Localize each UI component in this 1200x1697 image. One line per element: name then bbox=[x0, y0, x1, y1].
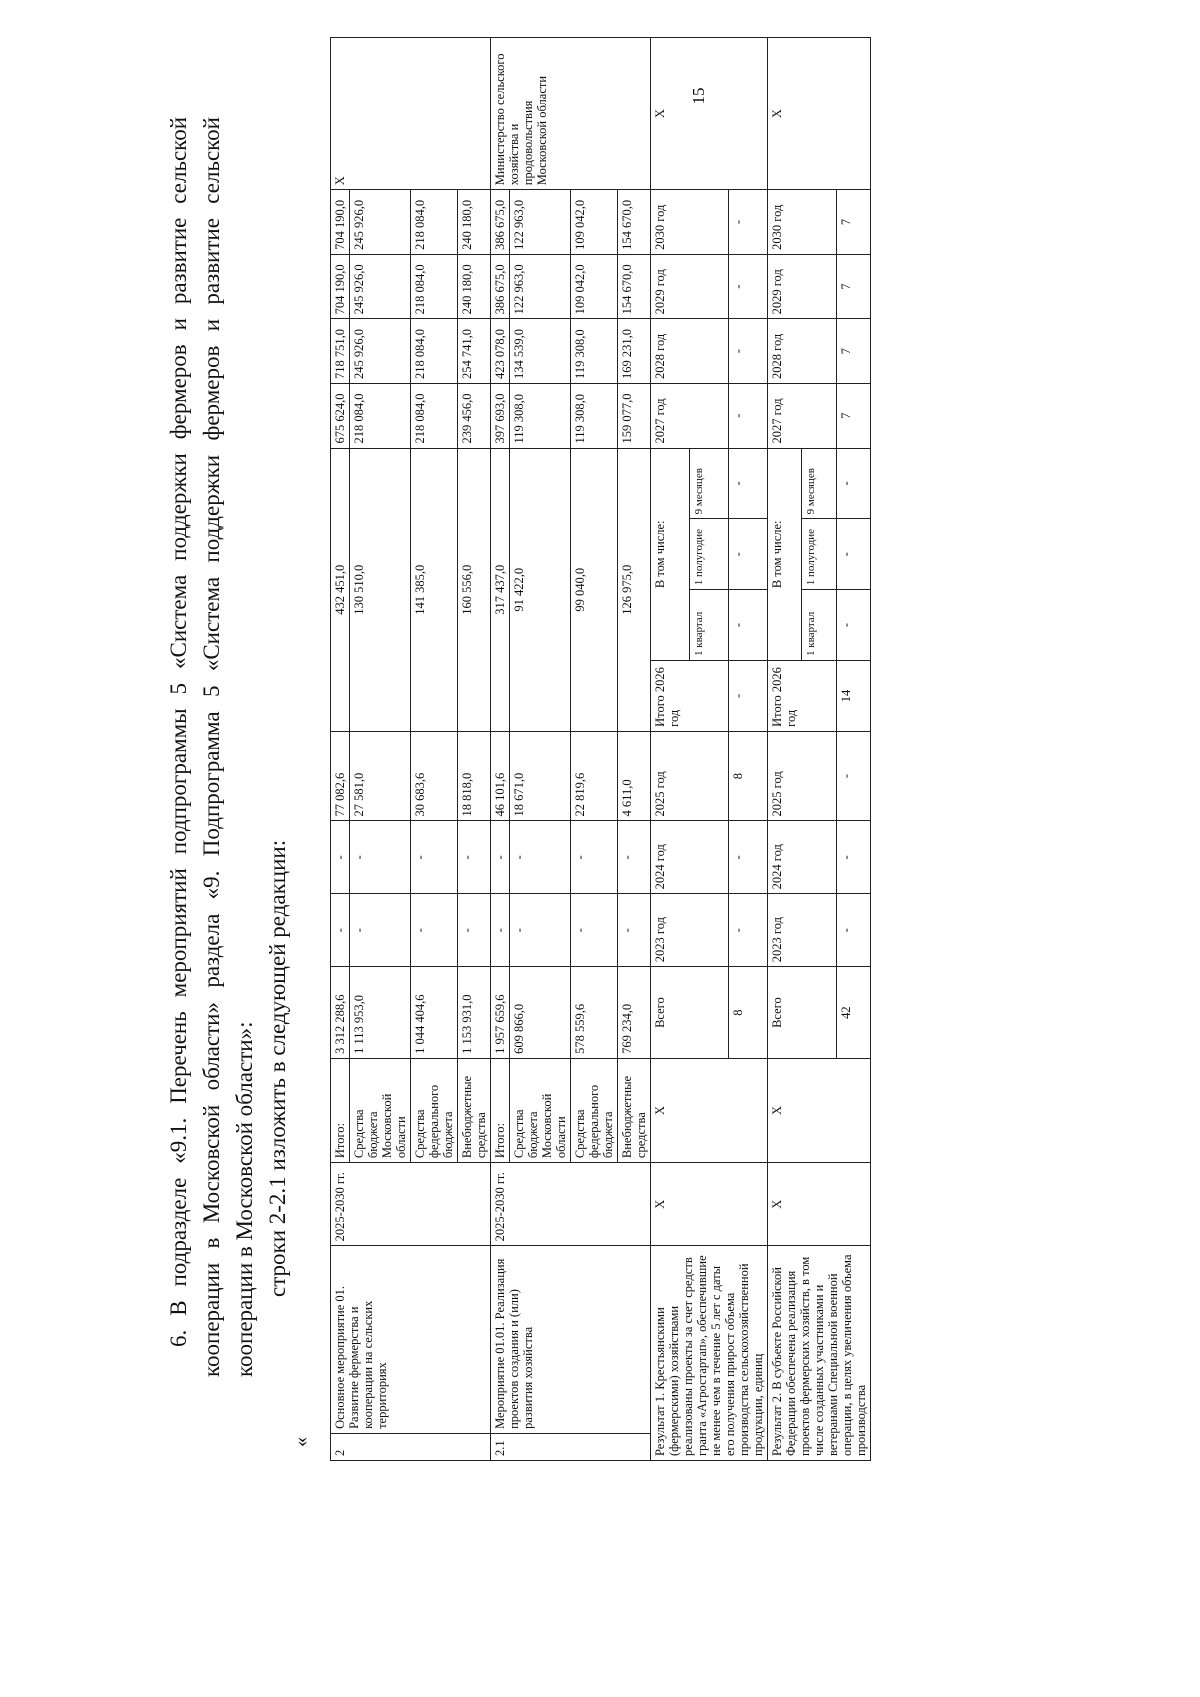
source-label: Внебюджетные средства bbox=[458, 1058, 491, 1162]
responsible-cell: Министерство сельского хозяйства и продовольствия Московской области bbox=[491, 38, 651, 190]
row-name: Мероприятие 01.01. Реализация проектов создания и (или) развития хозяйства bbox=[491, 1246, 651, 1434]
value-cell: 704 190,0 bbox=[331, 190, 350, 255]
value-cell: - bbox=[618, 821, 651, 894]
heading-sub: строки 2-2.1 изложить в следующей редакции: bbox=[265, 839, 290, 1297]
value-cell: 109 042,0 bbox=[571, 254, 618, 319]
header-cell: В том числе: bbox=[651, 448, 690, 660]
value-cell: - bbox=[510, 821, 571, 894]
measures-table bbox=[330, 37, 871, 1461]
value-cell: 240 180,0 bbox=[458, 254, 491, 319]
header-cell: 2030 год bbox=[651, 190, 729, 255]
header-cell: 2029 год bbox=[651, 254, 729, 319]
value-cell: 675 624,0 bbox=[331, 383, 350, 448]
value-cell: 578 559,6 bbox=[571, 967, 618, 1059]
value-cell: 317 437,0 bbox=[491, 448, 510, 731]
row-number: 2 bbox=[331, 1433, 491, 1460]
value-cell: 386 675,0 bbox=[491, 254, 510, 319]
header-cell: Итого 2026 год bbox=[768, 661, 837, 732]
value-cell: - bbox=[729, 519, 768, 590]
value-cell: - bbox=[571, 894, 618, 967]
value-cell: 99 040,0 bbox=[571, 448, 618, 731]
responsible-cell: X bbox=[651, 38, 768, 190]
value-cell: - bbox=[729, 190, 768, 255]
header-cell: 2025 год bbox=[651, 731, 729, 821]
value-cell: - bbox=[729, 319, 768, 384]
header-cell: 2027 год bbox=[768, 383, 837, 448]
value-cell: 240 180,0 bbox=[458, 190, 491, 255]
header-cell: 1 полугодие bbox=[802, 519, 836, 590]
value-cell: 77 082,6 bbox=[331, 731, 350, 821]
value-cell: - bbox=[729, 661, 768, 732]
value-cell: 8 bbox=[729, 967, 768, 1059]
opening-quote: « bbox=[290, 1437, 312, 1447]
value-cell: 718 751,0 bbox=[331, 319, 350, 384]
header-cell: 1 квартал bbox=[802, 590, 836, 661]
value-cell: 7 bbox=[836, 319, 870, 384]
value-cell: 7 bbox=[836, 254, 870, 319]
value-cell: 245 926,0 bbox=[350, 319, 411, 384]
value-cell: 1 957 659,6 bbox=[491, 967, 510, 1059]
source-label: Средства федерального бюджета bbox=[411, 1058, 458, 1162]
value-cell: 3 312 288,6 bbox=[331, 967, 350, 1059]
result-source: X bbox=[651, 1058, 768, 1162]
value-cell: - bbox=[350, 894, 411, 967]
value-cell: 18 818,0 bbox=[458, 731, 491, 821]
value-cell: 91 422,0 bbox=[510, 448, 571, 731]
row-period: 2025-2030 гг. bbox=[491, 1163, 651, 1246]
header-cell: Всего bbox=[768, 967, 837, 1059]
value-cell: - bbox=[331, 894, 350, 967]
value-cell: 154 670,0 bbox=[618, 254, 651, 319]
value-cell: 218 084,0 bbox=[411, 319, 458, 384]
value-cell: - bbox=[331, 821, 350, 894]
value-cell: - bbox=[350, 821, 411, 894]
section-heading bbox=[162, 117, 294, 1377]
header-cell: 2027 год bbox=[651, 383, 729, 448]
source-label: Итого: bbox=[491, 1058, 510, 1162]
row-period: 2025-2030 гг. bbox=[331, 1163, 491, 1246]
header-cell: 2025 год bbox=[768, 731, 837, 821]
table-row bbox=[331, 38, 350, 1461]
header-cell: 2024 год bbox=[768, 821, 837, 894]
value-cell: - bbox=[729, 590, 768, 661]
value-cell: - bbox=[836, 448, 870, 519]
source-label: Итого: bbox=[331, 1058, 350, 1162]
value-cell: - bbox=[411, 894, 458, 967]
value-cell: 7 bbox=[836, 190, 870, 255]
value-cell: - bbox=[458, 894, 491, 967]
value-cell: - bbox=[510, 894, 571, 967]
table-row bbox=[768, 38, 802, 1461]
header-cell: 1 квартал bbox=[690, 590, 729, 661]
header-cell: 9 месяцев bbox=[802, 448, 836, 519]
header-cell: Всего bbox=[651, 967, 729, 1059]
header-cell: 9 месяцев bbox=[690, 448, 729, 519]
value-cell: - bbox=[729, 383, 768, 448]
value-cell: 42 bbox=[836, 967, 870, 1059]
value-cell: 609 866,0 bbox=[510, 967, 571, 1059]
result-name: Результат 1. Крестьянскими (фермерскими) хозяйствами реализованы проекты за счет средств гранта «Агростартап», обеспечившие не менее чем в течение 5 лет с даты его получения прирост объема производства сельскохозяйственной продукции, единиц bbox=[651, 1246, 768, 1461]
value-cell: - bbox=[729, 448, 768, 519]
value-cell: - bbox=[836, 894, 870, 967]
source-label: Внебюджетные средства bbox=[618, 1058, 651, 1162]
result-period: X bbox=[768, 1163, 871, 1246]
value-cell: 27 581,0 bbox=[350, 731, 411, 821]
value-cell: - bbox=[729, 894, 768, 967]
value-cell: 7 bbox=[836, 383, 870, 448]
value-cell: 1 153 931,0 bbox=[458, 967, 491, 1059]
page-number: 15 bbox=[689, 87, 708, 105]
value-cell: 109 042,0 bbox=[571, 190, 618, 255]
heading-intro: 6. В подразделе «9.1. Перечень мероприятий подпрограммы 5 «Система поддержки фермеров и развитие сельской кооперации в Московской области» раздела «9. Подпрограмма 5 «Система поддержки фермеров и развитие сельской кооперации в Московской области»: bbox=[166, 117, 257, 1377]
value-cell: 386 675,0 bbox=[491, 190, 510, 255]
value-cell: 239 456,0 bbox=[458, 383, 491, 448]
source-label: Средства бюджета Московской области bbox=[350, 1058, 411, 1162]
header-cell: 2028 год bbox=[768, 319, 837, 384]
value-cell: 22 819,6 bbox=[571, 731, 618, 821]
value-cell: 432 451,0 bbox=[331, 448, 350, 731]
value-cell: - bbox=[571, 821, 618, 894]
value-cell: 423 078,0 bbox=[491, 319, 510, 384]
value-cell: 134 539,0 bbox=[510, 319, 571, 384]
value-cell: 8 bbox=[729, 731, 768, 821]
header-cell: 2030 год bbox=[768, 190, 837, 255]
value-cell: 769 234,0 bbox=[618, 967, 651, 1059]
header-cell: В том числе: bbox=[768, 448, 802, 660]
result-name: Результат 2. В субъекте Российской Федерации обеспечена реализация проектов фермерских хозяйств, в том числе созданных участниками и ветеранами Специальной военной операции, в целях увеличения объема производства bbox=[768, 1246, 871, 1461]
table-row bbox=[491, 38, 510, 1461]
value-cell: 397 693,0 bbox=[491, 383, 510, 448]
value-cell: 141 385,0 bbox=[411, 448, 458, 731]
header-cell: Итого 2026 год bbox=[651, 661, 729, 732]
header-cell: 2023 год bbox=[768, 894, 837, 967]
value-cell: 119 308,0 bbox=[571, 319, 618, 384]
value-cell: 122 963,0 bbox=[510, 254, 571, 319]
value-cell: 4 611,0 bbox=[618, 731, 651, 821]
value-cell: 30 683,6 bbox=[411, 731, 458, 821]
value-cell: 1 113 953,0 bbox=[350, 967, 411, 1059]
value-cell: 159 077,0 bbox=[618, 383, 651, 448]
header-cell: 1 полугодие bbox=[690, 519, 729, 590]
value-cell: 704 190,0 bbox=[331, 254, 350, 319]
value-cell: 46 101,6 bbox=[491, 731, 510, 821]
value-cell: 126 975,0 bbox=[618, 448, 651, 731]
value-cell: - bbox=[836, 821, 870, 894]
source-label: Средства федерального бюджета bbox=[571, 1058, 618, 1162]
value-cell: - bbox=[729, 254, 768, 319]
value-cell: 245 926,0 bbox=[350, 190, 411, 255]
value-cell: - bbox=[836, 590, 870, 661]
value-cell: - bbox=[618, 894, 651, 967]
source-label: Средства бюджета Московской области bbox=[510, 1058, 571, 1162]
row-number: 2.1 bbox=[491, 1433, 651, 1460]
table-row bbox=[651, 38, 690, 1461]
value-cell: 14 bbox=[836, 661, 870, 732]
header-cell: 2028 год bbox=[651, 319, 729, 384]
header-cell: 2023 год bbox=[651, 894, 729, 967]
value-cell: 218 084,0 bbox=[411, 383, 458, 448]
header-cell: 2029 год bbox=[768, 254, 837, 319]
value-cell: 119 308,0 bbox=[510, 383, 571, 448]
value-cell: - bbox=[729, 821, 768, 894]
result-source: X bbox=[768, 1058, 871, 1162]
value-cell: 122 963,0 bbox=[510, 190, 571, 255]
value-cell: 218 084,0 bbox=[411, 190, 458, 255]
value-cell: 218 084,0 bbox=[411, 254, 458, 319]
value-cell: - bbox=[491, 821, 510, 894]
row-name: Основное мероприятие 01. Развитие фермерства и кооперации на сельских территориях bbox=[331, 1246, 491, 1434]
responsible-cell: X bbox=[768, 38, 871, 190]
value-cell: 119 308,0 bbox=[571, 383, 618, 448]
value-cell: - bbox=[458, 821, 491, 894]
value-cell: 154 670,0 bbox=[618, 190, 651, 255]
value-cell: 130 510,0 bbox=[350, 448, 411, 731]
header-cell: 2024 год bbox=[651, 821, 729, 894]
value-cell: - bbox=[836, 731, 870, 821]
value-cell: 218 084,0 bbox=[350, 383, 411, 448]
result-period: X bbox=[651, 1163, 768, 1246]
value-cell: 169 231,0 bbox=[618, 319, 651, 384]
responsible-cell: X bbox=[331, 38, 491, 190]
value-cell: - bbox=[836, 519, 870, 590]
value-cell: 245 926,0 bbox=[350, 254, 411, 319]
value-cell: - bbox=[411, 821, 458, 894]
value-cell: 160 556,0 bbox=[458, 448, 491, 731]
value-cell: 18 671,0 bbox=[510, 731, 571, 821]
value-cell: 1 044 404,6 bbox=[411, 967, 458, 1059]
value-cell: 254 741,0 bbox=[458, 319, 491, 384]
value-cell: - bbox=[491, 894, 510, 967]
